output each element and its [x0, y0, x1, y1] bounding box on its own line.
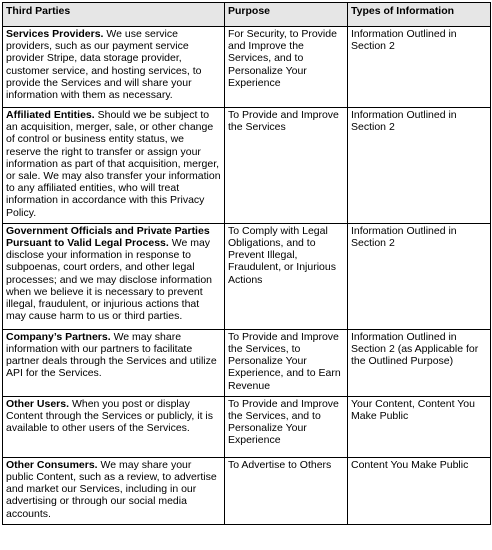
third-party-name: Other Consumers. — [6, 458, 98, 471]
types-cell: Information Outlined in Section 2 — [348, 108, 491, 224]
types-cell: Content You Make Public — [348, 457, 491, 524]
third-party-name: Government Officials and Private Parties Pursuant to Valid Legal Process. — [6, 224, 210, 250]
third-party-cell — [3, 27, 225, 108]
third-party-name: Services Providers. — [6, 28, 104, 40]
header-types-of-information: Types of Information — [348, 3, 491, 27]
third-party-description: We may disclose your information in response to subpoenas, court orders, and other legal processes; and we may disclose information when we believe it is necessary to prevent illegal, fraudulent, or injurious actions that may cause harm to us or third parties. — [6, 237, 213, 323]
third-party-name: Other Users. — [6, 397, 70, 410]
types-cell: Information Outlined in Section 2 — [348, 27, 491, 108]
table-row — [3, 27, 491, 108]
table-row — [3, 329, 491, 396]
table-row — [3, 457, 491, 524]
header-third-parties: Third Parties — [3, 3, 225, 27]
purpose-cell: To Provide and Improve the Services, and to Personalize Your Experience — [225, 396, 348, 457]
purpose-cell: To Provide and Improve the Services — [225, 108, 348, 224]
table-header-row — [3, 3, 491, 27]
third-party-cell — [3, 457, 225, 524]
third-party-description: We use service providers, such as our payment service provider Stripe, data storage provider, customer service, and hosting services, to provide the Services and will share your information with them as necessary. — [6, 28, 202, 102]
header-purpose: Purpose — [225, 3, 348, 27]
table-row — [3, 223, 491, 329]
third-party-description: We may share your public Content, such as a review, to advertise and market our Services, including in our advertising or through our social media accounts. — [6, 458, 217, 520]
third-party-cell — [3, 329, 225, 396]
types-cell: Information Outlined in Section 2 — [348, 223, 491, 329]
third-party-description: Should we be subject to an acquisition, merger, sale, or other change of control or business entity status, we reserve the right to transfer or assign your information as part of that acquisition, merger, or sale. We may also transfer your information to any affiliated entities, who will treat information in accordance with this Privacy Policy. — [6, 109, 221, 219]
third-party-cell — [3, 396, 225, 457]
purpose-cell: To Comply with Legal Obligations, and to Prevent Illegal, Fraudulent, or Injurious Actions — [225, 223, 348, 329]
third-parties-table — [2, 2, 491, 525]
table-row — [3, 108, 491, 224]
third-party-cell — [3, 108, 225, 224]
purpose-cell: For Security, to Provide and Improve the Services, and to Personalize Your Experience — [225, 27, 348, 108]
third-party-cell — [3, 223, 225, 329]
table-row — [3, 396, 491, 457]
third-party-name: Company’s Partners. — [6, 330, 111, 343]
purpose-cell: To Provide and Improve the Services, to Personalize Your Experience, and to Earn Revenue — [225, 329, 348, 396]
third-party-name: Affiliated Entities. — [6, 109, 95, 121]
types-cell: Information Outlined in Section 2 (as Applicable for the Outlined Purpose) — [348, 329, 491, 396]
purpose-cell: To Advertise to Others — [225, 457, 348, 524]
third-party-description: When you post or display Content through the Services or publicly, it is available to other users of the Services. — [6, 397, 213, 435]
third-party-description: We may share information with our partners to facilitate partner deals through the Services and utilize API for the Services. — [6, 330, 217, 380]
types-cell: Your Content, Content You Make Public — [348, 396, 491, 457]
